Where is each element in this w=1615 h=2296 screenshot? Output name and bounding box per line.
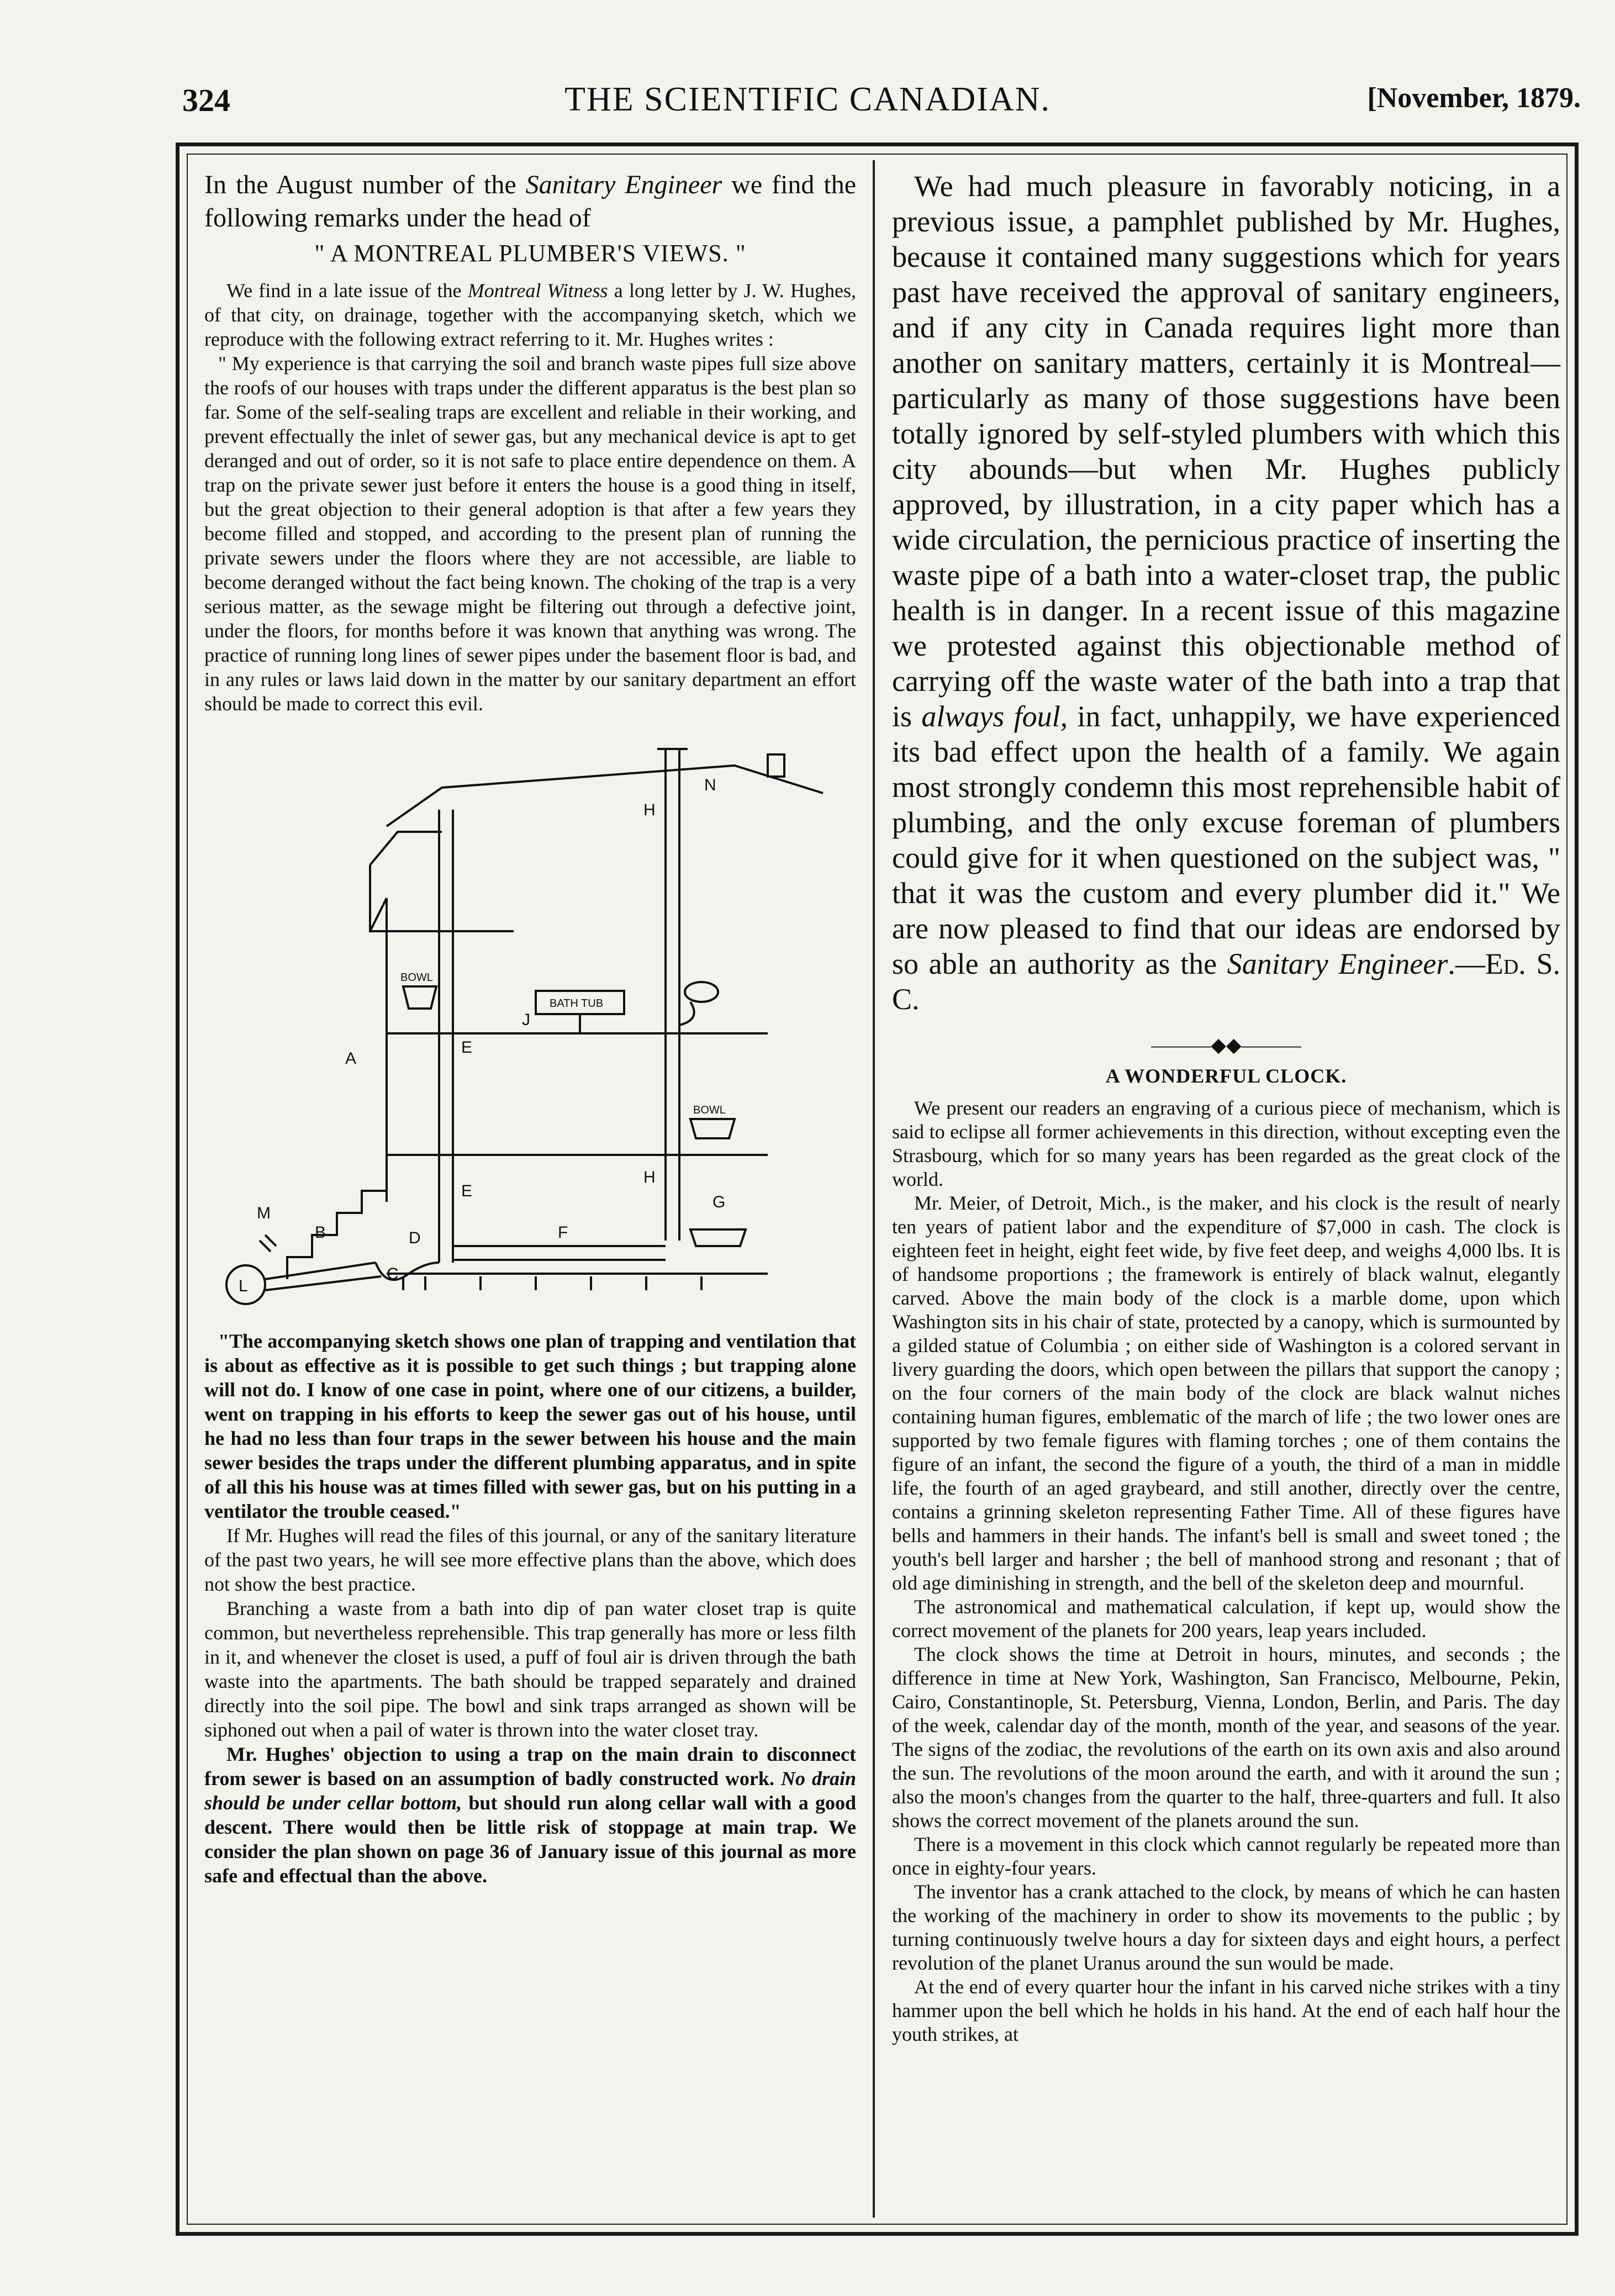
intro-paragraph <box>204 168 856 235</box>
quote-1: " My experience is that carrying the soil and branch waste pipes full size above the roofs of our houses with traps under the different apparatus is the best plan so far. Some of the self-sealing traps are excellent and reliable in their working, and prevent effectually the inlet of sewer gas, but any mechanical device is apt to get deranged and out of order, so it is not safe to place entire dependence on them. A trap on the private sewer just before it enters the house is a good thing in itself, but the great objection to their general adoption is that after a few years they become filled and stopped, and according to the present plan of running the private sewers under the floors where they are not accessible, are liable to become deranged without the fact being known. The choking of the trap is a very serious matter, as the sewage might be filtering out through a defective joint, under the floors, for months before it was known that anything was wrong. The practice of running long lines of sewer pipes under the basement floor is bad, and in any rules or laws laid down in the matter by our sanitary department an effort should be made to correct this evil. <box>204 352 856 715</box>
stairs <box>287 1191 387 1279</box>
label-bath-tub: BATH TUB <box>550 997 604 1010</box>
editorial-paragraph <box>892 168 1560 1017</box>
column-rule <box>873 160 875 2218</box>
paragraph-1 <box>204 278 856 351</box>
plumbing-diagram <box>204 732 856 1318</box>
label-n: N <box>704 776 716 794</box>
issue-date: [November, 1879. <box>1367 82 1581 114</box>
p4-text-end: but should run along cellar wall with a good descent. There would then be little risk of stoppage at main trap. We consider the plan shown on page 36 of January issue of this journal as more safe and effectual than the above. <box>204 1792 856 1887</box>
label-f: F <box>558 1223 568 1242</box>
intro-italic: Sanitary Engineer <box>525 170 722 199</box>
left-house-outline <box>370 865 514 931</box>
chimney <box>768 754 784 777</box>
label-g: G <box>712 1193 726 1211</box>
clock-paragraph-7: At the end of every quarter hour the infant in his carved niche strikes with a tiny hammer upon the bell which he holds in his hand. At the end of each half hour the youth strikes, at <box>892 1976 1560 2045</box>
label-bowl-upper: BOWL <box>400 972 433 984</box>
article-heading: " A MONTREAL PLUMBER'S VIEWS. " <box>314 240 746 267</box>
label-bowl-middle: BOWL <box>693 1104 726 1116</box>
label-m: M <box>257 1204 271 1222</box>
p1-text: We find in a late issue of the <box>226 279 468 302</box>
intro-text-end: we find the following remarks under the head of <box>204 170 856 233</box>
main-trap <box>376 1263 439 1280</box>
clock-article-heading: A WONDERFUL CLOCK. <box>1105 1065 1347 1087</box>
clock-paragraph-3: The astronomical and mathematical calculation, if kept up, would show the correct movement of the planets for 200 years, leap years included. <box>892 1596 1560 1641</box>
label-h-upper: H <box>643 801 656 819</box>
label-c: C <box>387 1265 399 1283</box>
editorial-italic: always foul, <box>921 700 1068 733</box>
page-header <box>0 0 1615 166</box>
plumbing-diagram-svg <box>204 732 856 1318</box>
p1-italic: Montreal Witness <box>467 279 608 302</box>
editorial-signature: .—Ed. S. C. <box>892 947 1560 1016</box>
page-number: 324 <box>182 82 230 118</box>
clock-paragraph-6: The inventor has a crank attached to the clock, by means of which he can hasten the working of the machinery in order to show its movements to the public ; by turning continuously twelve hours a day for sixteen days and eight hours, a perfect revolution of the planet Uranus around the sun would be made. <box>892 1881 1560 1974</box>
bowl-upper-shape <box>403 986 436 1009</box>
p1-text-end: a long letter by J. W. Hughes, of that city, on drainage, together with the accompanying sketch, which we reproduce with the following extract referring to it. Mr. Hughes writes : <box>204 279 857 350</box>
paragraph-3: Branching a waste from a bath into dip of pan water closet trap is quite common, but nevertheless reprehensible. This trap generally has more or less filth in it, and whenever the closet is used, a puff of foul air is driven through the bath waste into the apartments. The bath should be trapped separately and drained directly into the soil pipe. The bowl and sink traps arranged as shown will be siphoned out when a pail of water is thrown into the water closet tray. <box>204 1597 857 1741</box>
label-l: L <box>239 1277 248 1295</box>
label-a: A <box>345 1049 357 1068</box>
editorial-text: We had much pleasure in favorably noticing, in a previous issue, a pamphlet published by Mr. Hughes, because it contained many suggestions which for years past have received the approval of sanitary engineers, and if any city in Canada requires light more than another on sanitary matters, certainly it is Montreal—particularly as many of those suggestions have been totally ignored by self-styled plumbers with which this city abounds—but when Mr. Hughes publicly approved, by illustration, in a city paper which has a wide circulation, the pernicious practice of inserting the waste pipe of a bath into a water-closet trap, the public health is in danger. In a recent issue of this magazine we protested against this objectionable method of carrying off the waste water of the bath into a trap that is <box>892 170 1560 733</box>
clock-paragraph-4: The clock shows the time at Detroit in hours, minutes, and seconds ; the difference in time at New York, Washington, San Francisco, Melbourne, Pekin, Cairo, Constantinople, St. Petersburg, Vienna, London, Berlin, and Paris. The day of the week, calendar day of the month, month of the year, and seasons of the year. The signs of the zodiac, the revolutions of the earth on its own axis and also around the sun. The revolutions of the moon around the earth, and with it around the sun ; also the moon's changes from the quarter to the half, three-quarters and full. It also shows the correct movement of the planets around the sun. <box>892 1643 1560 1831</box>
label-e-upper: E <box>461 1038 473 1057</box>
label-j: J <box>522 1011 530 1029</box>
intro-text: In the August number of the <box>204 170 526 199</box>
water-closet-shape <box>685 982 718 1002</box>
editorial-text-mid: in fact, unhappily, we have experienced its bad effect upon the health of a family. We again most strongly condemn this most reprehensible habit of plumbing, and the only excuse foreman of plumbers could give for it when questioned on the subject was, " that it was the custom and every plumber did it." We are now pleased to find that our ideas are endorsed by so able an authority as the <box>892 700 1560 980</box>
p4-text: Mr. Hughes' objection to using a trap on the main drain to disconnect from sewer is based on an assumption of badly constructed work. <box>204 1743 856 1790</box>
bowl-middle-shape <box>690 1119 735 1138</box>
p4-italic: No drain should be under cellar bottom, <box>204 1767 857 1814</box>
left-column <box>204 168 856 1888</box>
label-b: B <box>315 1223 326 1242</box>
journal-title: THE SCIENTIFIC CANADIAN. <box>564 81 1051 118</box>
paragraph-2: If Mr. Hughes will read the files of this journal, or any of the sanitary literature of the past two years, he will see more effective plans than the above, which does not show the best practice. <box>204 1524 856 1595</box>
label-d: D <box>409 1229 421 1247</box>
clock-paragraph-2: Mr. Meier, of Detroit, Mich., is the maker, and his clock is the result of nearly ten years of patient labor and the expenditure of $7,000 in cash. The clock is eighteen feet in height, eight feet wide, by five feet deep, and weighs 4,000 lbs. It is of handsome proportions ; the framework is entirely of black walnut, elegantly carved. Above the main body of the clock is a marble dome, upon which Washington sits in his chair of state, protected by a canopy, which is surmounted by a gilded statue of Columbia ; on either side of Washington is a colored servant in livery guarding the doors, which open between the pillars that support the canopy ; on the four corners of the main body of the clock are black walnut niches containing human figures, emblematic of the march of life ; the two lower ones are supported by two female figures with flaming torches ; one of them contains the figure of an infant, the second the figure of a youth, the third of a man in middle life, the fourth of an aged graybeard, and still another, directly over the centre, contains a grinning skeleton representing Father Time. All of these figures have bells and hammers in their hands. The infant's bell is small and sweet toned ; the youth's bell larger and harsher ; the bell of manhood strong and resonant ; that of old age diminishing in strength, and the bell of the skeleton deep and mournful. <box>892 1192 1560 1594</box>
label-h-lower: H <box>643 1168 656 1186</box>
editorial-italic-2: Sanitary Engineer <box>1227 947 1448 980</box>
right-column <box>892 168 1560 2046</box>
sink-g-shape <box>690 1229 746 1246</box>
clock-paragraph-5: There is a movement in this clock which cannot regularly be repeated more than once in eighty-four years. <box>892 1833 1560 1879</box>
quote-2: "The accompanying sketch shows one plan of trapping and ventilation that is about as effective as it is possible to get such things ; but trapping alone will not do. I know of one case in point, where one of our citizens, a builder, went on trapping in his efforts to keep the sewer gas out of his house, until he had no less than four traps in the sewer between his house and the main sewer besides the traps under the different plumbing apparatus, and in spite of all this his house was at times filled with sewer gas, but on his putting in a ventilator the trouble ceased." <box>204 1330 856 1522</box>
label-e-lower: E <box>461 1182 473 1200</box>
paragraph-4 <box>204 1742 856 1888</box>
clock-paragraph-1: We present our readers an engraving of a curious piece of mechanism, which is said to eclipse all former achievements in this direction, without excepting even the Strasbourg, which for so many years has been regarded as the great clock of the world. <box>892 1097 1560 1190</box>
section-divider: ———◆◆——— <box>1151 1034 1301 1056</box>
